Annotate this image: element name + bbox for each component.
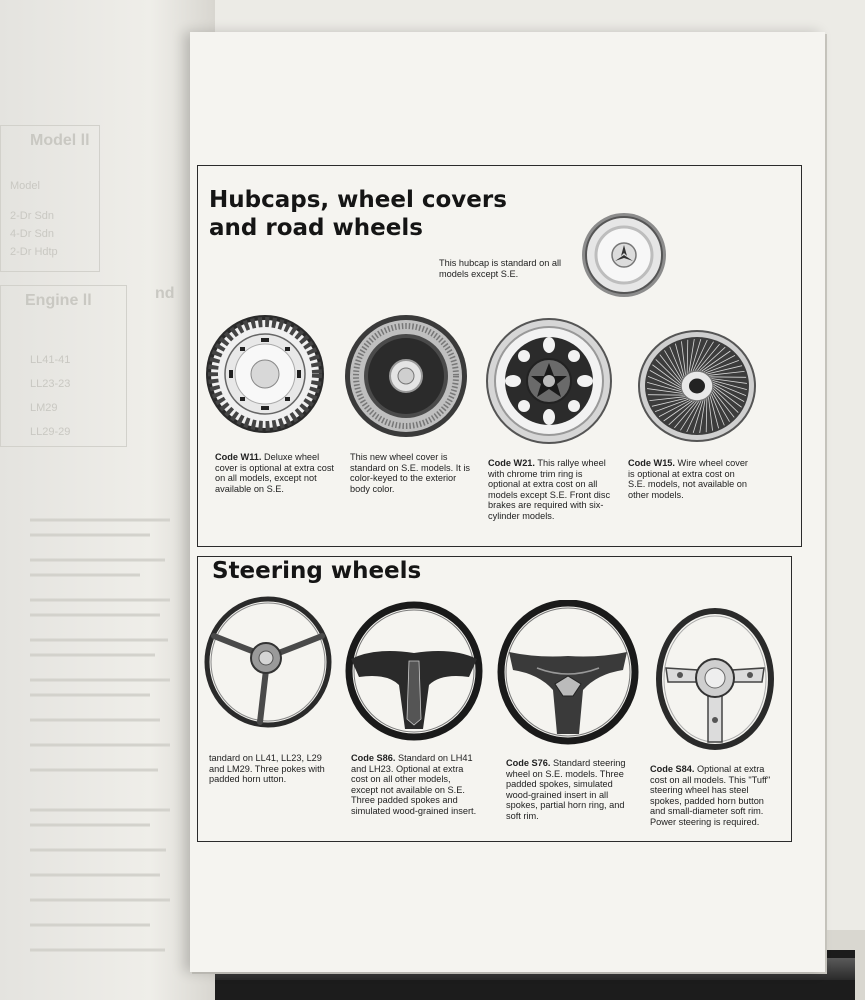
hubcap-standard-icon [581,212,667,298]
code-label: Code S86. [351,753,396,763]
caption-text: Wire wheel cover is optional at extra cost on S.E. models, not available on other models. [628,458,748,500]
rallye-wheel-icon [486,318,612,444]
code-label: Code S76. [506,758,551,768]
ghost-row: LL23-23 [30,378,71,390]
steering-caption-3 [506,758,634,822]
steering-caption-2 [351,753,479,817]
caption-text: Optional at extra cost on all models. This "Tuff" steering wheel has steel spokes, padded horn button and small-diameter soft rim. Power steering is required. [650,764,771,827]
ghost-row: 4-Dr Sdn [10,228,55,240]
ghost-row: 2-Dr Sdn [10,210,55,222]
caption-text: Standard on LH41 and LH23. Optional at extra cost on all other models, except not available on S.E. Three padded spokes and simulated wood-grained insert. [351,753,477,816]
hubcaps-title-line2: and road wheels [209,215,423,241]
caption-text: Standard steering wheel on S.E. models. Three padded spokes, simulated wood-grained insert in all spokes, partial horn ring, and soft rim. [506,758,626,821]
ghost-text-lines [0,0,215,1000]
ghost-row: 2-Dr Hdtp [10,246,58,258]
steering-wheel-s76-icon [497,600,639,745]
steering-wheel-standard-icon [204,596,332,728]
left-page-show-through [0,0,215,1000]
deluxe-wheel-cover-icon [205,314,325,434]
hubcap-caption-1 [215,452,337,494]
wire-wheel-cover-icon [637,330,757,442]
ghost-row: LL41-41 [30,354,71,366]
caption-text: This new wheel cover is standard on S.E. models. It is color-keyed to the exterior body color. [350,452,471,494]
steering-wheel-s84-icon [656,608,774,750]
steering-wheel-s86-icon [345,601,483,741]
caption-text: tandard on LL41, LL23, L29 and LM29. Three pokes with padded horn utton. [209,753,325,785]
steering-caption-4 [650,764,774,828]
ghost-row: Model [10,180,40,192]
code-label: Code S84. [650,764,695,774]
ghost-row: LM29 [30,402,58,414]
hubcap-caption-3 [488,458,614,522]
hubcaps-title-line1: Hubcaps, wheel covers [209,187,507,213]
steering-caption-1 [209,753,327,785]
caption-text: Deluxe wheel cover is optional at extra cost on all models, except not available on S.E. [215,452,334,494]
ghost-heading-1: Model ll [30,132,90,149]
steering-title: Steering wheels [212,558,422,584]
code-label: Code W15. [628,458,675,468]
ghost-row: LL29-29 [30,426,71,438]
code-label: Code W21. [488,458,535,468]
se-wheel-cover-icon [344,314,468,438]
caption-text: This rallye wheel with chrome trim ring is optional at extra cost on all models except S.E. Front disc brakes are required with six-cylinder models. [488,458,611,521]
ghost-fragment: nd [155,285,175,302]
ghost-heading-2: Engine ll [25,292,92,309]
code-label: Code W11. [215,452,262,462]
hubcap-caption-2 [350,452,470,494]
standard-hubcap-caption: This hubcap is standard on all models except S.E. [439,258,562,279]
hubcap-caption-4 [628,458,752,500]
